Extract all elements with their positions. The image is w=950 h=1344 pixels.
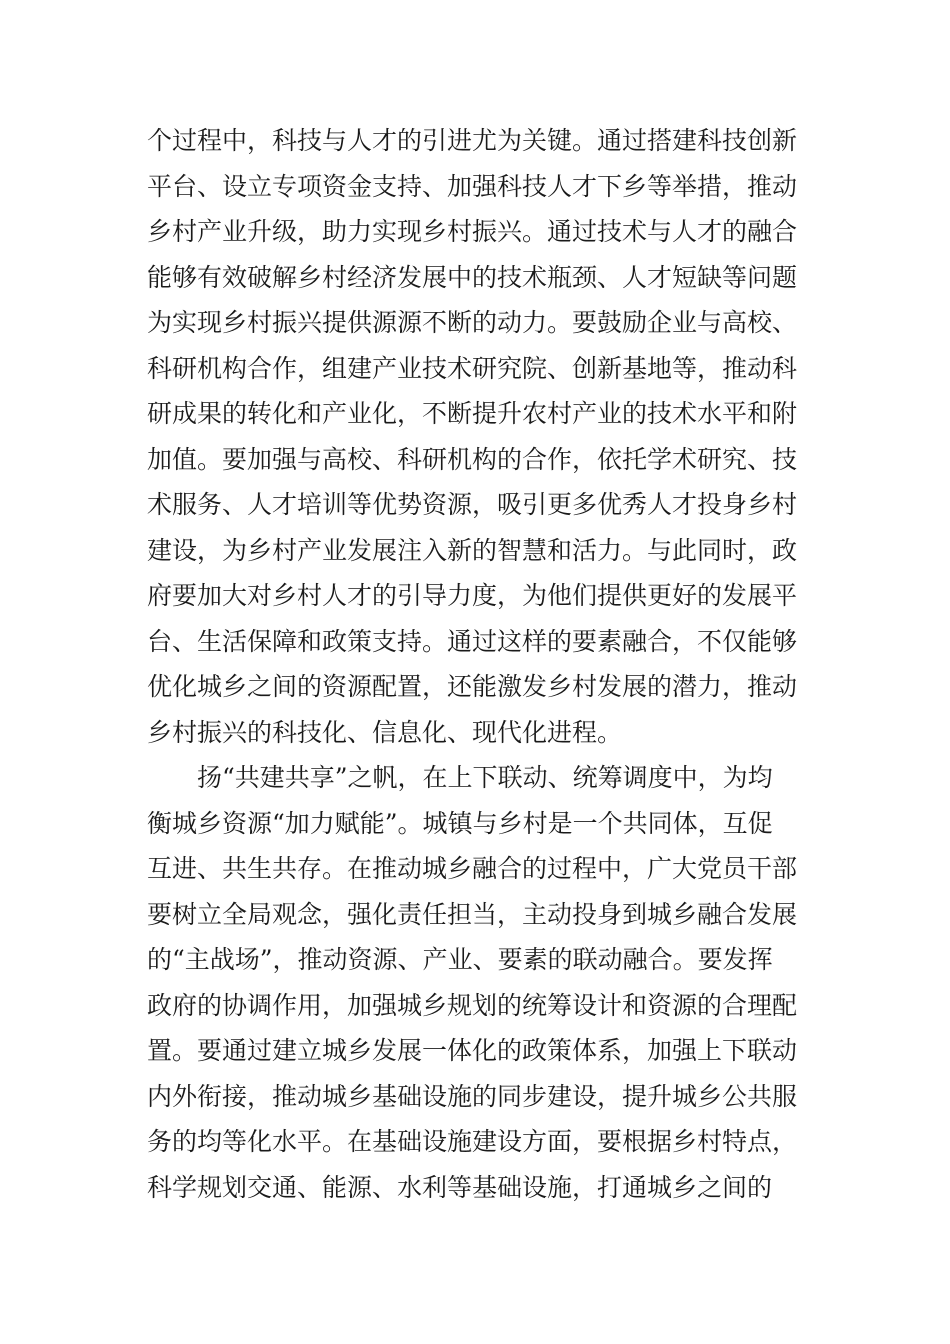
text-line: 加值。要加强与高校、科研机构的合作，依托学术研究、技 <box>147 444 798 474</box>
text-line: 衡城乡资源“加力赋能”。城镇与乡村是一个共同体，互促 <box>147 808 773 838</box>
text-line: 术服务、人才培训等优势资源，吸引更多优秀人才投身乡村 <box>147 490 798 519</box>
text-line: 平台、设立专项资金支持、加强科技人才下乡等举措，推动 <box>147 171 798 201</box>
text-line: 个过程中，科技与人才的引进尤为关键。通过搭建科技创新 <box>147 126 798 155</box>
text-line: 内外衔接，推动城乡基础设施的同步建设，提升城乡公共服 <box>147 1081 798 1111</box>
text-line: 台、生活保障和政策支持。通过这样的要素融合，不仅能够 <box>147 626 798 656</box>
text-line: 政府的协调作用，加强城乡规划的统筹设计和资源的合理配 <box>147 990 798 1020</box>
text-line: 为实现乡村振兴提供源源不断的动力。要鼓励企业与高校、 <box>147 308 798 337</box>
text-line: 研成果的转化和产业化，不断提升农村产业的技术水平和附 <box>147 399 798 428</box>
text-line: 优化城乡之间的资源配置，还能激发乡村发展的潜力，推动 <box>147 672 798 701</box>
text-line: 科学规划交通、能源、水利等基础设施，打通城乡之间的 <box>147 1172 773 1202</box>
text-line: 互进、共生共存。在推动城乡融合的过程中，广大党员干部 <box>147 854 798 883</box>
text-line: 置。要通过建立城乡发展一体化的政策体系，加强上下联动 <box>147 1036 798 1065</box>
text-line: 府要加大对乡村人才的引导力度，为他们提供更好的发展平 <box>147 581 798 610</box>
paragraph <box>147 118 817 755</box>
text-line: 能够有效破解乡村经济发展中的技术瓶颈、人才短缺等问题 <box>147 262 798 292</box>
text-line: 乡村振兴的科技化、信息化、现代化进程。 <box>147 717 623 747</box>
document-body <box>147 118 817 1210</box>
text-line: 扬“共建共享”之帆，在上下联动、统筹调度中，为均 <box>197 763 773 792</box>
text-line: 建设，为乡村产业发展注入新的智慧和活力。与此同时，政 <box>147 535 798 565</box>
text-line: 科研机构合作，组建产业技术研究院、创新基地等，推动科 <box>147 353 798 383</box>
text-line: 要树立全局观念，强化责任担当，主动投身到城乡融合发展 <box>147 899 798 929</box>
paragraph <box>147 755 817 1210</box>
text-line: 的“主战场”，推动资源、产业、要素的联动融合。要发挥 <box>147 945 773 974</box>
text-line: 乡村产业升级，助力实现乡村振兴。通过技术与人才的融合 <box>147 217 798 246</box>
text-line: 务的均等化水平。在基础设施建设方面，要根据乡村特点， <box>147 1127 798 1156</box>
